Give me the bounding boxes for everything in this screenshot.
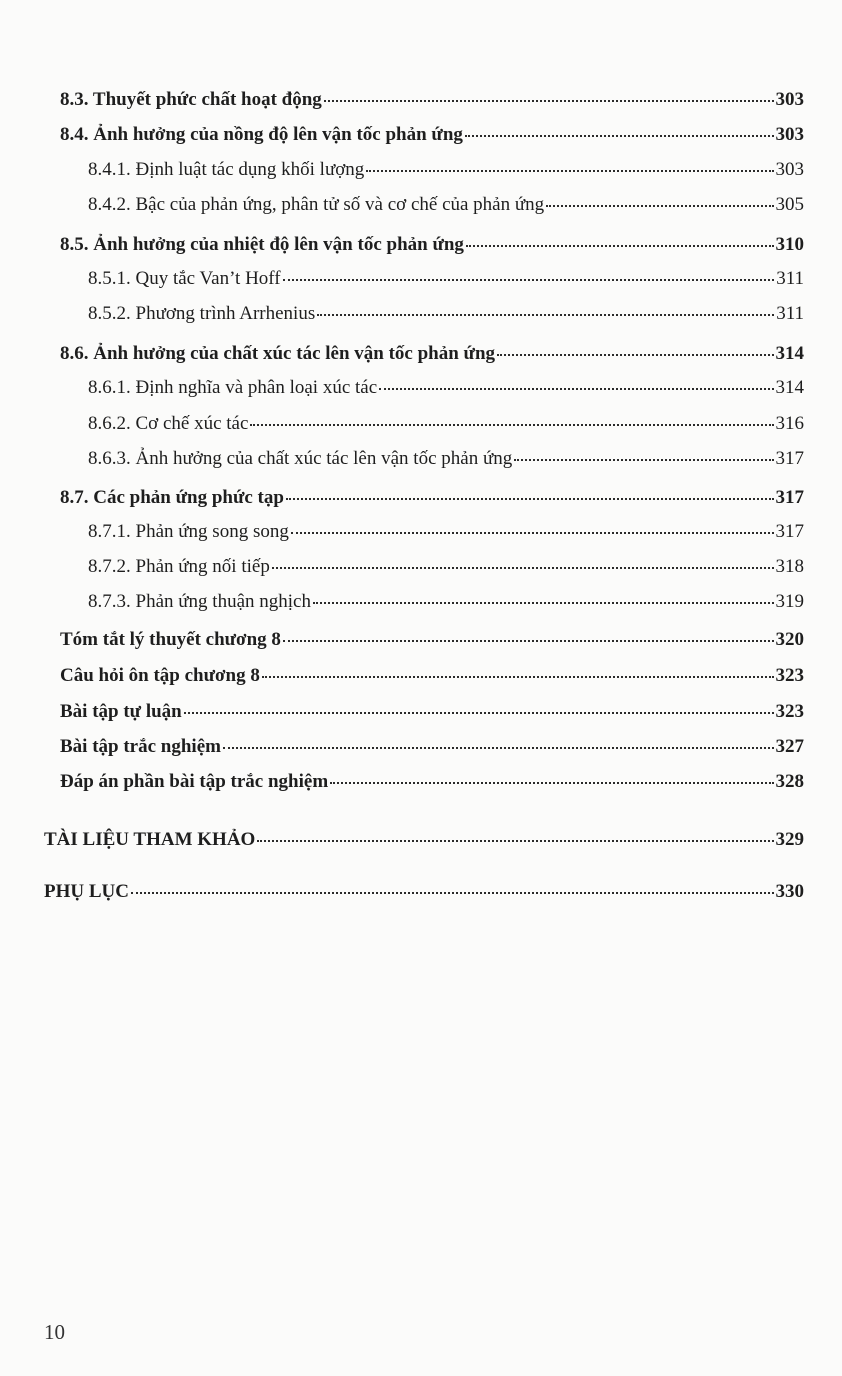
toc-entry-page: 329	[775, 829, 804, 850]
toc-entry-page: 317	[775, 521, 804, 542]
dot-leader	[250, 410, 773, 429]
toc-entry-review-questions[interactable]	[60, 662, 804, 686]
toc-entry-page: 327	[775, 736, 804, 757]
toc-entry-title: 8.7. Các phản ứng phức tạp	[60, 487, 284, 508]
dot-leader	[366, 156, 773, 175]
toc-entry-title: 8.7.1. Phản ứng song song	[88, 521, 289, 542]
toc-entry-multiple-choice[interactable]	[60, 733, 804, 757]
dot-leader	[272, 553, 774, 572]
toc-entry-title: Bài tập trắc nghiệm	[60, 736, 221, 757]
toc-entry-8-4-1[interactable]	[88, 156, 804, 180]
toc-entry-page: 316	[775, 413, 804, 434]
toc-entry-title: TÀI LIỆU THAM KHẢO	[44, 829, 256, 850]
toc-entry-page: 303	[775, 159, 804, 180]
toc-entry-page: 311	[776, 268, 804, 289]
toc-entry-chapter-summary[interactable]	[60, 626, 804, 650]
toc-entry-title: 8.6.3. Ảnh hưởng của chất xúc tác lên vận tốc phản ứng	[88, 448, 513, 469]
toc-entry-page: 317	[775, 448, 804, 469]
toc-entry-8-7-3[interactable]	[88, 588, 804, 612]
dot-leader	[514, 445, 773, 464]
toc-entry-page: 311	[776, 303, 804, 324]
toc-entry-answer-key[interactable]	[60, 768, 804, 792]
toc-entry-page: 314	[775, 377, 804, 398]
toc-entry-8-6-1[interactable]	[88, 374, 804, 398]
toc-entry-page: 317	[775, 487, 804, 508]
toc-entry-title: 8.5.1. Quy tắc Van’t Hoff	[88, 268, 281, 289]
dot-leader	[262, 662, 774, 681]
toc-entry-8-3[interactable]	[60, 86, 804, 110]
toc-entry-page: 318	[775, 556, 804, 577]
dot-leader	[131, 878, 774, 897]
toc-entry-8-6-3[interactable]	[88, 445, 804, 469]
dot-leader	[379, 374, 773, 393]
toc-entry-page: 319	[775, 591, 804, 612]
dot-leader	[313, 588, 774, 607]
dot-leader	[497, 340, 773, 359]
toc-entry-title: Tóm tắt lý thuyết chương 8	[60, 629, 281, 650]
toc-entry-title: Câu hỏi ôn tập chương 8	[60, 665, 260, 686]
toc-entry-8-6[interactable]	[60, 340, 804, 364]
toc-entry-8-5-1[interactable]	[88, 265, 804, 289]
toc-entry-title: 8.6. Ảnh hưởng của chất xúc tác lên vận tốc phản ứng	[60, 343, 496, 364]
toc-entry-appendix[interactable]	[44, 878, 804, 902]
dot-leader	[283, 626, 774, 645]
toc-entry-8-7[interactable]	[60, 484, 804, 508]
dot-leader	[184, 698, 774, 717]
dot-leader	[317, 300, 774, 319]
dot-leader	[465, 121, 774, 140]
toc-entry-title: 8.4.2. Bậc của phản ứng, phân tử số và cơ chế của phản ứng	[88, 194, 545, 215]
toc-entry-8-7-2[interactable]	[88, 553, 804, 577]
toc-entry-page: 323	[775, 701, 804, 722]
toc-entry-references[interactable]	[44, 826, 804, 850]
toc-entry-page: 320	[775, 629, 804, 650]
toc-entry-title: 8.5. Ảnh hưởng của nhiệt độ lên vận tốc phản ứng	[60, 234, 464, 255]
toc-entry-8-4-2[interactable]	[88, 191, 804, 215]
toc-entry-title: Bài tập tự luận	[60, 701, 182, 722]
toc-entry-8-7-1[interactable]	[88, 518, 804, 542]
dot-leader	[324, 86, 774, 105]
dot-leader	[330, 768, 773, 787]
toc-entry-8-5-2[interactable]	[88, 300, 804, 324]
toc-entry-8-6-2[interactable]	[88, 410, 804, 434]
dot-leader	[257, 826, 773, 845]
toc-entry-title: PHỤ LỤC	[44, 881, 129, 902]
dot-leader	[291, 518, 774, 537]
dot-leader	[466, 231, 774, 250]
toc-entry-page: 305	[775, 194, 804, 215]
toc-entry-essay-exercises[interactable]	[60, 698, 804, 722]
toc-entry-title: 8.3. Thuyết phức chất hoạt động	[60, 89, 322, 110]
dot-leader	[283, 265, 775, 284]
toc-entry-title: 8.7.3. Phản ứng thuận nghịch	[88, 591, 311, 612]
dot-leader	[546, 191, 773, 210]
page-number: 10	[44, 1320, 65, 1344]
toc-entry-page: 328	[775, 771, 804, 792]
toc-entry-page: 303	[775, 89, 804, 110]
toc-entry-title: Đáp án phần bài tập trắc nghiệm	[60, 771, 329, 792]
toc-entry-page: 323	[775, 665, 804, 686]
toc-entry-title: 8.4. Ảnh hưởng của nồng độ lên vận tốc phản ứng	[60, 124, 463, 145]
toc-entry-title: 8.6.2. Cơ chế xúc tác	[88, 413, 249, 434]
toc-entry-8-5[interactable]	[60, 231, 804, 255]
toc-entry-page: 303	[775, 124, 804, 145]
toc-entry-title: 8.4.1. Định luật tác dụng khối lượng	[88, 159, 365, 180]
toc-entry-title: 8.5.2. Phương trình Arrhenius	[88, 303, 316, 324]
toc-entry-page: 314	[775, 343, 804, 364]
dot-leader	[223, 733, 774, 752]
toc-entry-page: 330	[775, 881, 804, 902]
toc-entry-8-4[interactable]	[60, 121, 804, 145]
toc-entry-title: 8.6.1. Định nghĩa và phân loại xúc tác	[88, 377, 378, 398]
toc-entry-title: 8.7.2. Phản ứng nối tiếp	[88, 556, 270, 577]
dot-leader	[286, 484, 774, 503]
toc-entry-page: 310	[775, 234, 804, 255]
